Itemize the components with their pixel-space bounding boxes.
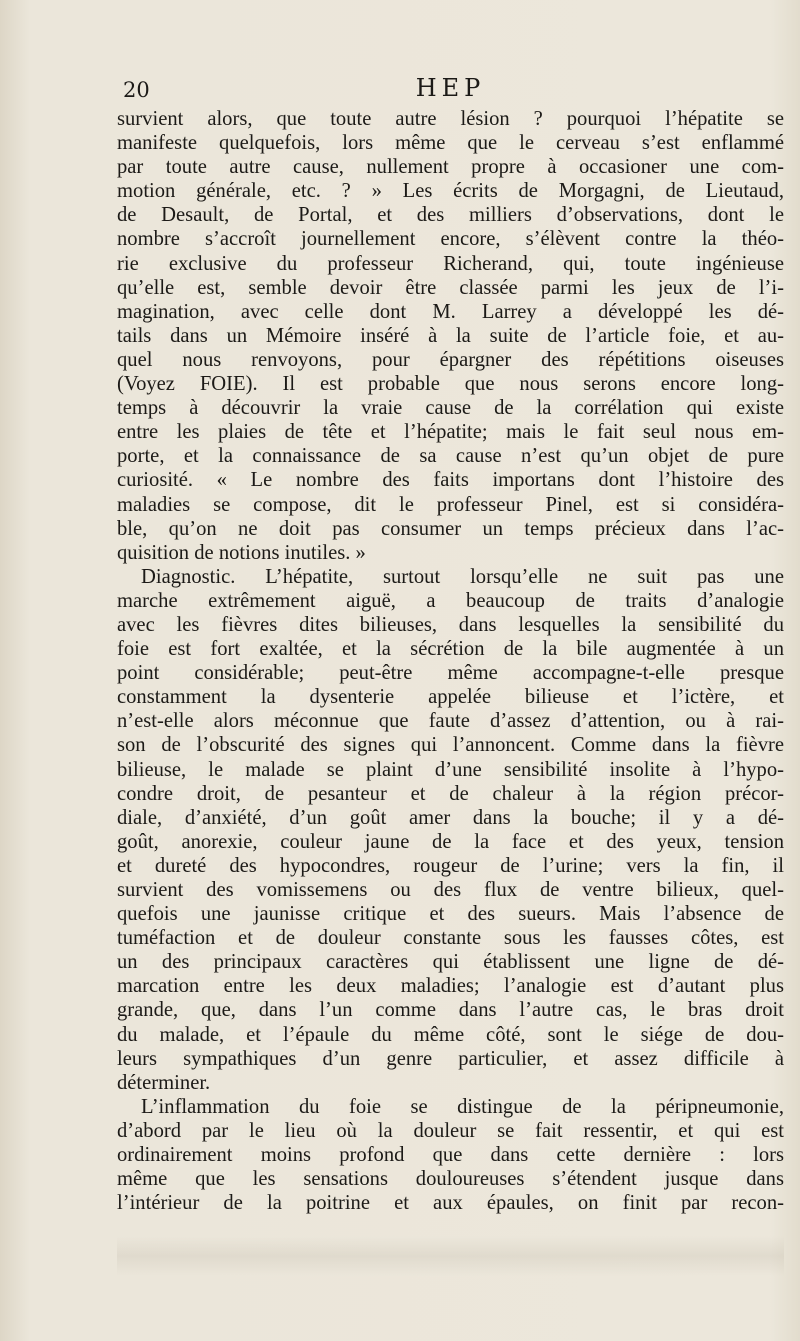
text-line: un des principaux caractères qui établissent une ligne de dé- [117, 951, 784, 974]
text-line: quel nous renvoyons, pour épargner des répétitions oiseuses [117, 348, 784, 371]
text-line: grande, que, dans l’un comme dans l’autre cas, le bras droit [117, 999, 784, 1022]
text-line: ordinairement moins profond que dans cette dernière : lors [117, 1144, 784, 1167]
text-line: point considérable; peut-être même accompagne-t-elle presque [117, 662, 784, 685]
text-line: curiosité. « Le nombre des faits importans dont l’histoire des [117, 469, 784, 492]
page-number: 20 [123, 78, 150, 102]
text-line: et dureté des hypocondres, rougeur de l’urine; vers la fin, il [117, 854, 784, 877]
text-line: marcation entre les deux maladies; l’analogie est d’autant plus [117, 975, 784, 998]
text-line: magination, avec celle dont M. Larrey a développé les dé- [117, 300, 784, 323]
text-line: L’inflammation du foie se distingue de la péripneumonie, [141, 1095, 784, 1118]
text-line: même que les sensations douloureuses s’étendent jusque dans [117, 1168, 784, 1191]
text-line: survient des vomissemens ou des flux de ventre bilieux, quel- [117, 879, 784, 901]
text-line: entre les plaies de tête et l’hépatite; mais le fait seul nous em- [117, 421, 784, 444]
show-through-bleed [117, 1236, 784, 1276]
text-line: condre droit, de pesanteur et de chaleur à la région précor- [117, 782, 784, 805]
running-head: HEP [415, 74, 486, 102]
text-line: son de l’obscurité des signes qui l’annoncent. Comme dans la fièvre [117, 734, 784, 757]
text-line: rie exclusive du professeur Richerand, qui, toute ingénieuse [117, 252, 784, 275]
text-line: constamment la dysenterie appelée bilieuse et l’ictère, et [117, 686, 784, 709]
page-header [117, 74, 784, 106]
text-line: survient alors, que toute autre lésion ? pourquoi l’hépatite se [117, 108, 784, 130]
text-line: tails dans un Mémoire inséré à la suite de l’article foie, et au- [117, 324, 784, 347]
text-line: qu’elle est, semble devoir être classée parmi les jeux de l’i- [117, 276, 784, 299]
text-line: motion générale, etc. ? » Les écrits de Morgagni, de Lieutaud, [117, 180, 784, 203]
text-line: du malade, et l’épaule du même côté, sont le siége de dou- [117, 1023, 784, 1046]
paragraph [117, 107, 784, 565]
text-line: diale, d’anxiété, d’un goût amer dans la bouche; il y a dé- [117, 806, 784, 829]
text-line: par toute autre cause, nullement propre à occasioner une com- [117, 156, 784, 179]
text-line: porte, et la connaissance de sa cause n’est qu’un objet de pure [117, 445, 784, 468]
text-line: bilieuse, le malade se plaint d’une sensibilité insolite à l’hypo- [117, 758, 784, 781]
text-line: avec les fièvres dites bilieuses, dans lesquelles la sensibilité du [117, 613, 784, 636]
paragraph [117, 565, 784, 1095]
text-line: nombre s’accroît journellement encore, s’élèvent contre la théo- [117, 228, 784, 251]
text-line: temps à découvrir la vraie cause de la corrélation qui existe [117, 397, 784, 420]
text-line: foie est fort exaltée, et la sécrétion de la bile augmentée à un [117, 638, 784, 661]
text-line: tuméfaction et de douleur constante sous les fausses côtes, est [117, 927, 784, 950]
text-line: quefois une jaunisse critique et des sueurs. Mais l’absence de [117, 903, 784, 926]
text-line: ble, qu’on ne doit pas consumer un temps précieux dans l’ac- [117, 517, 784, 540]
text-line: de Desault, de Portal, et des milliers d’observations, dont le [117, 204, 784, 227]
text-line: Diagnostic. L’hépatite, surtout lorsqu’elle ne suit pas une [141, 565, 784, 588]
paragraph [117, 1095, 784, 1215]
text-line: déterminer. [117, 1071, 211, 1094]
text-line: maladies se compose, dit le professeur Pinel, est si considéra- [117, 493, 784, 516]
text-line: quisition de notions inutiles. » [117, 541, 366, 564]
text-line: l’intérieur de la poitrine et aux épaules, on finit par recon- [117, 1192, 784, 1215]
text-line: marche extrêmement aiguë, a beaucoup de traits d’analogie [117, 589, 784, 612]
text-line: d’abord par le lieu où la douleur se fait ressentir, et qui est [117, 1119, 784, 1142]
text-line: (Voyez FOIE). Il est probable que nous serons encore long- [117, 373, 784, 396]
text-line: leurs sympathiques d’un genre particulier, et assez difficile à [117, 1047, 784, 1070]
text-line: goût, anorexie, couleur jaune de la face et des yeux, tension [117, 830, 784, 853]
text-line: n’est-elle alors méconnue que faute d’assez d’attention, ou à rai- [117, 710, 784, 733]
text-line: manifeste quelquefois, lors même que le cerveau s’est enflammé [117, 132, 784, 155]
body-text [117, 107, 784, 1215]
